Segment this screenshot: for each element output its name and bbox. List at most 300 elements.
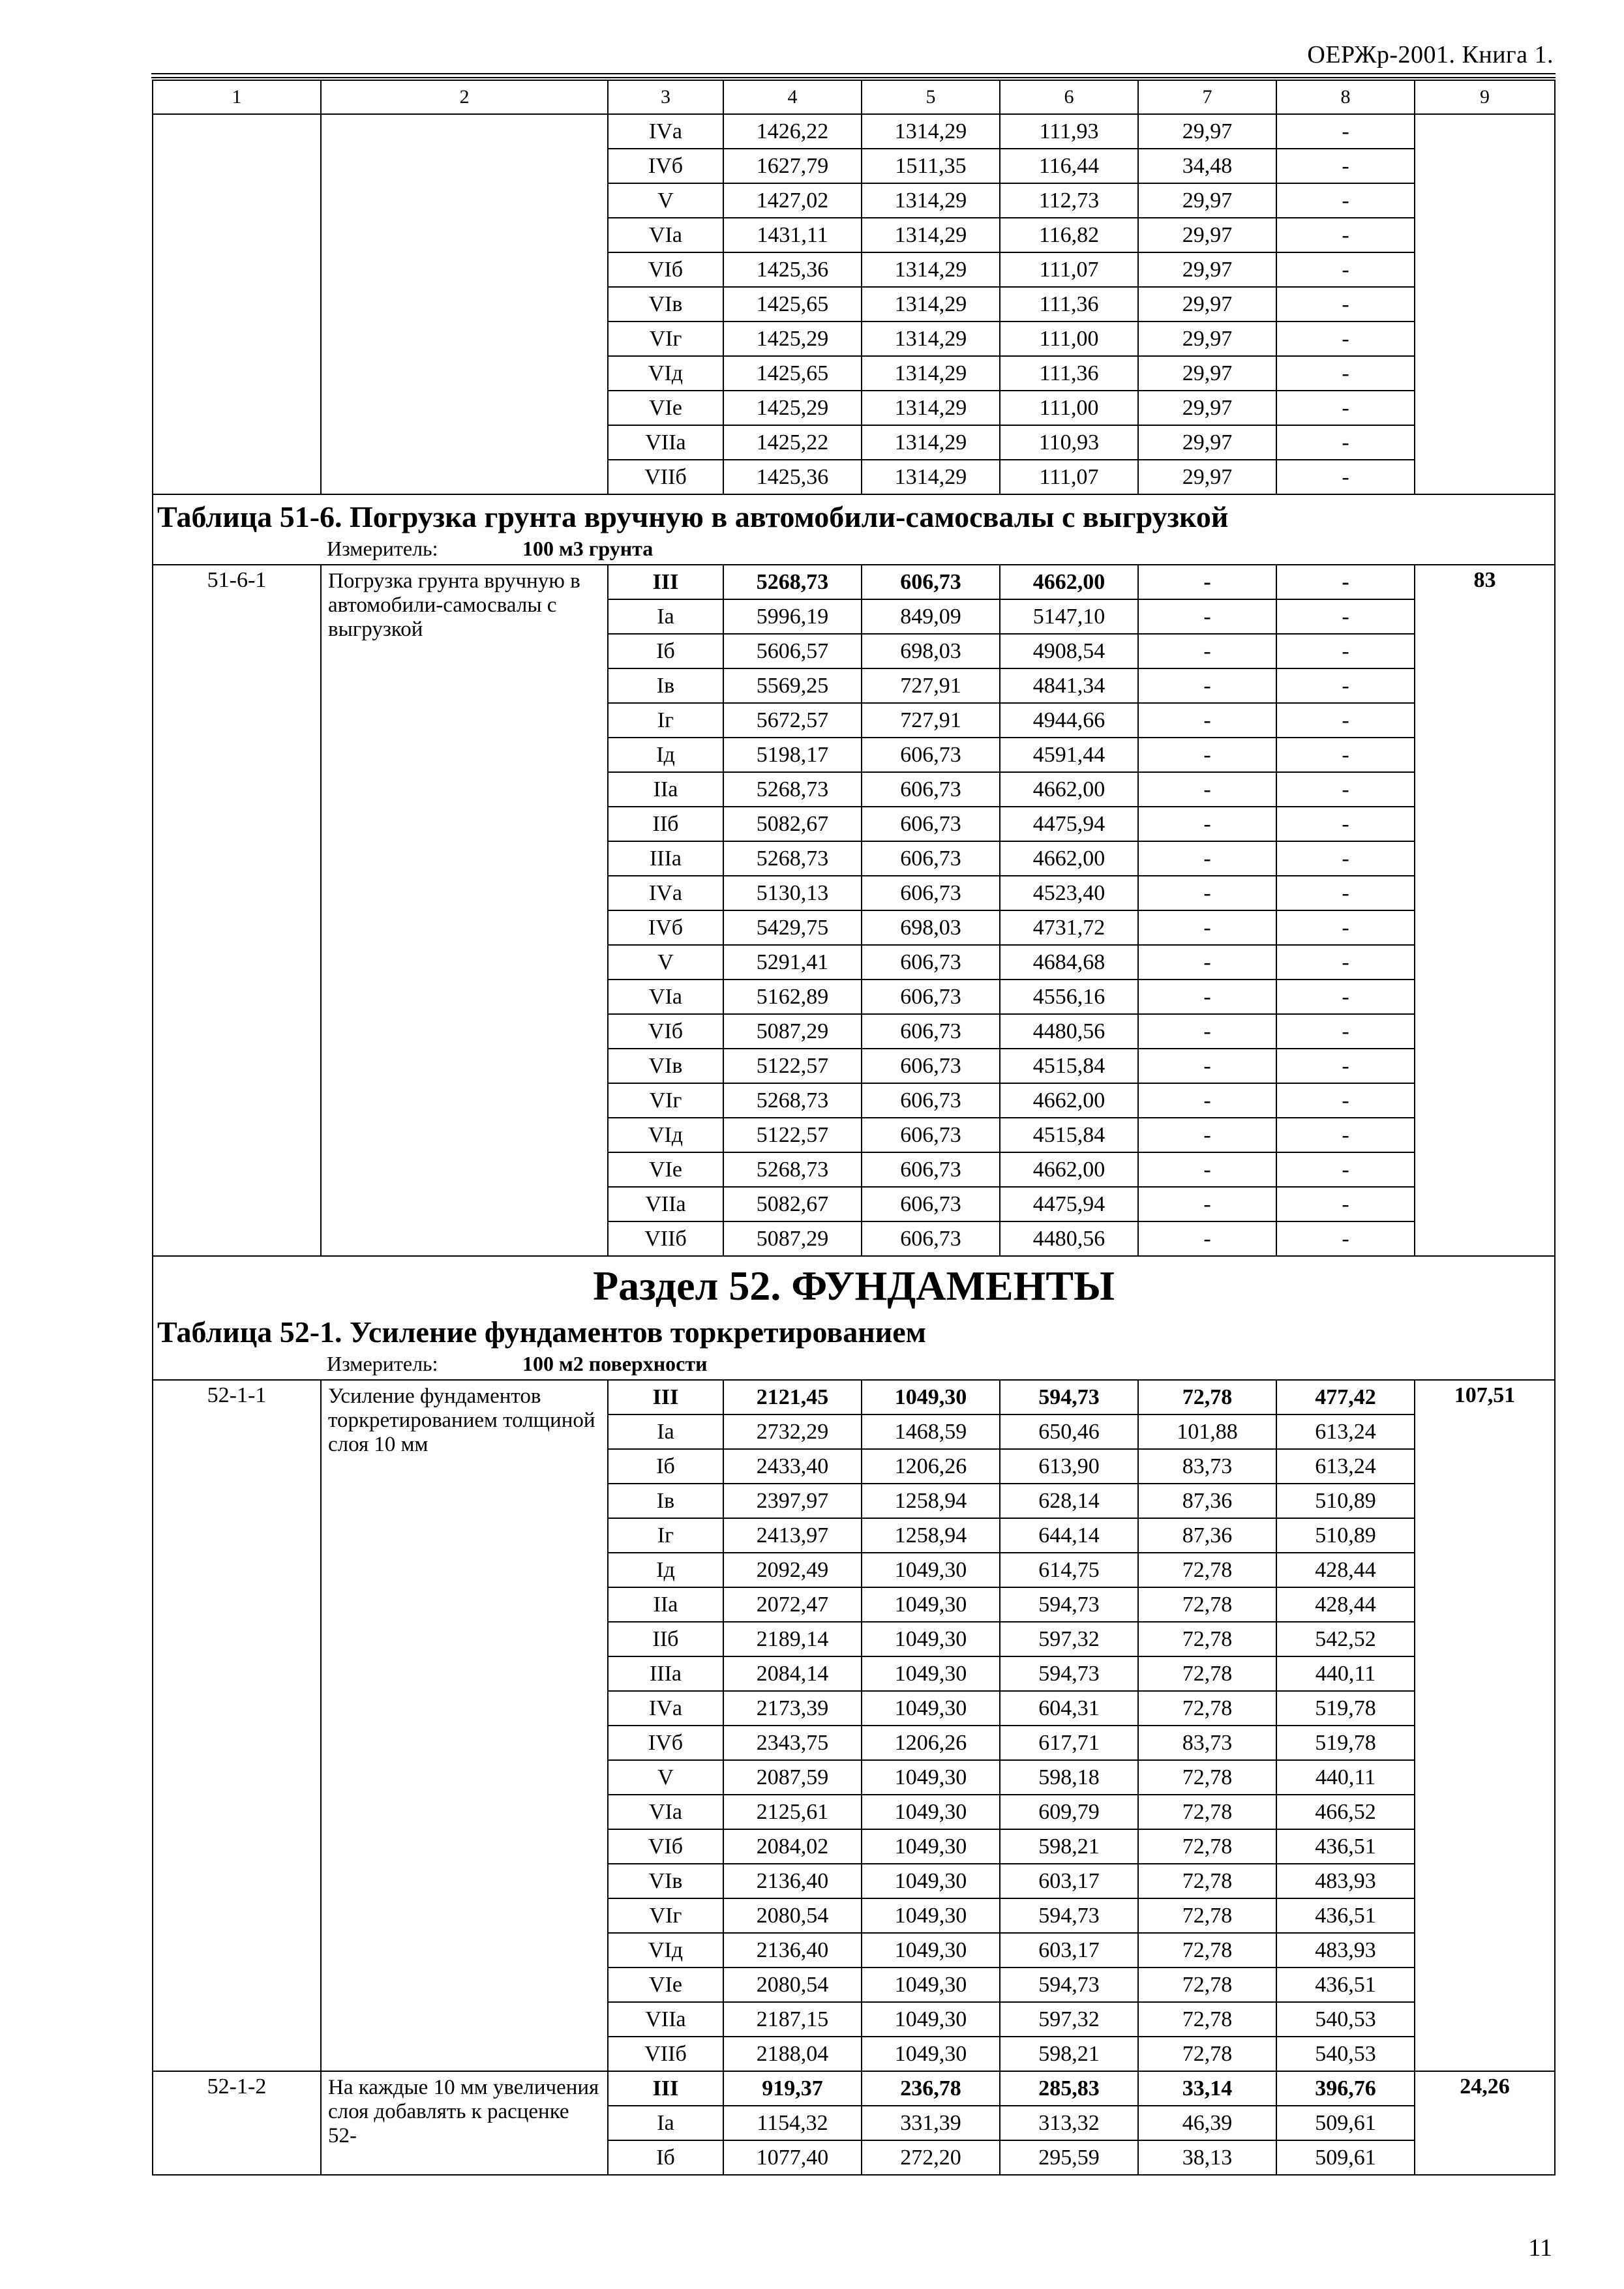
value-cell: 2136,40 [723, 1864, 862, 1898]
value-cell: - [1276, 322, 1415, 356]
value-cell: - [1276, 1187, 1415, 1221]
value-cell: 1049,30 [862, 1829, 1000, 1864]
code-cell [153, 114, 321, 494]
value-cell: 509,61 [1276, 2140, 1415, 2175]
value-cell: 72,78 [1138, 1898, 1276, 1933]
running-header: ОЕРЖр-2001. Книга 1. [1307, 41, 1554, 68]
value-cell: - [1276, 114, 1415, 149]
value-cell: 727,91 [862, 703, 1000, 738]
zone-cell: III [608, 2071, 723, 2106]
value-cell: 72,78 [1138, 1829, 1276, 1864]
value-cell: 1425,65 [723, 287, 862, 322]
zone-cell: VIд [608, 356, 723, 391]
value-cell: 1425,65 [723, 356, 862, 391]
value-cell: 5147,10 [1000, 599, 1138, 634]
zone-cell: IIIа [608, 1656, 723, 1691]
value-cell: 606,73 [862, 1049, 1000, 1083]
column-number-row [153, 80, 1555, 114]
column-number: 2 [321, 80, 608, 114]
zone-cell: VIIа [608, 1187, 723, 1221]
value-cell: 2125,61 [723, 1795, 862, 1829]
value-cell: 594,73 [1000, 1656, 1138, 1691]
zone-cell: Iб [608, 2140, 723, 2175]
value-cell: 466,52 [1276, 1795, 1415, 1829]
description-cell: Усиление фундаментов торкретированием толщиной слоя 10 мм [321, 1380, 608, 2071]
value-cell: 72,78 [1138, 1656, 1276, 1691]
zone-cell: IIб [608, 807, 723, 841]
unit-line [327, 537, 1550, 560]
value-cell: - [1276, 599, 1415, 634]
value-cell: 4523,40 [1000, 876, 1138, 910]
zone-cell: IVб [608, 149, 723, 183]
value-cell: 2080,54 [723, 1898, 862, 1933]
value-cell: 72,78 [1138, 1691, 1276, 1726]
zone-cell: IVб [608, 1726, 723, 1760]
value-cell: 613,90 [1000, 1449, 1138, 1484]
table-row [153, 1380, 1555, 1414]
value-cell: 4662,00 [1000, 841, 1138, 876]
value-cell: 72,78 [1138, 1760, 1276, 1795]
value-cell: - [1138, 910, 1276, 945]
value-cell: 29,97 [1138, 391, 1276, 425]
value-cell: 4662,00 [1000, 1152, 1138, 1187]
value-cell: 1425,36 [723, 460, 862, 494]
value-cell: 2188,04 [723, 2037, 862, 2071]
value-cell: 1049,30 [862, 1553, 1000, 1587]
value-cell: 2189,14 [723, 1622, 862, 1656]
zone-cell: VIе [608, 1967, 723, 2002]
value-cell: 606,73 [862, 945, 1000, 980]
value-cell: - [1138, 1221, 1276, 1256]
value-cell: 1049,30 [862, 1380, 1000, 1414]
value-cell: 628,14 [1000, 1484, 1138, 1518]
value-cell: - [1276, 738, 1415, 772]
value-cell: 1314,29 [862, 356, 1000, 391]
value-cell: 428,44 [1276, 1587, 1415, 1622]
value-cell: 2343,75 [723, 1726, 862, 1760]
value-cell: 698,03 [862, 910, 1000, 945]
value-cell: 111,93 [1000, 114, 1138, 149]
value-cell: 5082,67 [723, 807, 862, 841]
value-cell: 2072,47 [723, 1587, 862, 1622]
value-cell: 597,32 [1000, 2002, 1138, 2037]
value-cell: 111,36 [1000, 356, 1138, 391]
value-cell: 111,00 [1000, 322, 1138, 356]
value-cell: 38,13 [1138, 2140, 1276, 2175]
value-cell: 396,76 [1276, 2071, 1415, 2106]
value-cell: - [1138, 565, 1276, 599]
value-cell: 1314,29 [862, 218, 1000, 252]
value-cell: - [1276, 772, 1415, 807]
zone-cell: VIIб [608, 1221, 723, 1256]
value-cell: 111,07 [1000, 460, 1138, 494]
zone-cell: VIа [608, 218, 723, 252]
value-cell: 428,44 [1276, 1553, 1415, 1587]
value-cell: 2084,14 [723, 1656, 862, 1691]
value-cell: 606,73 [862, 1118, 1000, 1152]
value-cell: 1049,30 [862, 1795, 1000, 1829]
value-cell: 87,36 [1138, 1518, 1276, 1553]
value-cell: 598,21 [1000, 2037, 1138, 2071]
value-cell: 101,88 [1138, 1414, 1276, 1449]
value-cell: 1425,29 [723, 391, 862, 425]
value-cell: 606,73 [862, 807, 1000, 841]
value-cell: 519,78 [1276, 1726, 1415, 1760]
value-cell: 2136,40 [723, 1933, 862, 1967]
value-cell: 1425,22 [723, 425, 862, 460]
value-cell: 594,73 [1000, 1898, 1138, 1933]
column-number: 1 [153, 80, 321, 114]
value-cell: - [1276, 1221, 1415, 1256]
value-cell: 5082,67 [723, 1187, 862, 1221]
value-cell: 606,73 [862, 1221, 1000, 1256]
value-cell: - [1276, 287, 1415, 322]
value-cell: 1049,30 [862, 1656, 1000, 1691]
zone-cell: VIг [608, 322, 723, 356]
value-cell: 1049,30 [862, 1587, 1000, 1622]
zone-cell: VIе [608, 1152, 723, 1187]
value-cell: 727,91 [862, 668, 1000, 703]
value-cell: 436,51 [1276, 1829, 1415, 1864]
zone-cell: VIб [608, 252, 723, 287]
value-cell: 1511,35 [862, 149, 1000, 183]
value-cell: 83,73 [1138, 1726, 1276, 1760]
value-cell: 604,31 [1000, 1691, 1138, 1726]
value-cell: 4480,56 [1000, 1014, 1138, 1049]
value-cell: 34,48 [1138, 149, 1276, 183]
value-cell: 72,78 [1138, 1553, 1276, 1587]
value-cell: - [1138, 772, 1276, 807]
value-cell: 1049,30 [862, 1622, 1000, 1656]
value-cell: - [1276, 1152, 1415, 1187]
zone-cell: V [608, 945, 723, 980]
code-cell: 52-1-2 [153, 2071, 321, 2175]
value-cell: 1206,26 [862, 1449, 1000, 1484]
column-number: 9 [1415, 80, 1555, 114]
value-cell: 1427,02 [723, 183, 862, 218]
value-cell: - [1138, 668, 1276, 703]
value-cell: - [1276, 183, 1415, 218]
value-cell: 650,46 [1000, 1414, 1138, 1449]
value-cell: 4662,00 [1000, 1083, 1138, 1118]
value-cell: 1314,29 [862, 252, 1000, 287]
value-cell: - [1276, 841, 1415, 876]
value-cell: 4731,72 [1000, 910, 1138, 945]
value-cell: 2732,29 [723, 1414, 862, 1449]
value-cell: 603,17 [1000, 1864, 1138, 1898]
value-cell: - [1276, 425, 1415, 460]
value-cell: 1049,30 [862, 1691, 1000, 1726]
value-cell: 1206,26 [862, 1726, 1000, 1760]
value-cell: 2187,15 [723, 2002, 862, 2037]
value-cell: 5672,57 [723, 703, 862, 738]
value-cell: - [1138, 1083, 1276, 1118]
value-cell: 1049,30 [862, 2037, 1000, 2071]
value-cell: - [1138, 1187, 1276, 1221]
value-cell: 4662,00 [1000, 772, 1138, 807]
value-cell: 4480,56 [1000, 1221, 1138, 1256]
value-cell: 540,53 [1276, 2002, 1415, 2037]
zone-cell: VIд [608, 1933, 723, 1967]
header-rule [151, 73, 1556, 74]
value-cell: 5198,17 [723, 738, 862, 772]
page-number: 11 [1528, 2234, 1552, 2262]
column-number: 5 [862, 80, 1000, 114]
zone-cell: Iв [608, 1484, 723, 1518]
value-cell: 5268,73 [723, 841, 862, 876]
value-cell: 594,73 [1000, 1967, 1138, 2002]
norm-cell: 83 [1415, 565, 1555, 1256]
value-cell: 849,09 [862, 599, 1000, 634]
value-cell: - [1276, 945, 1415, 980]
value-cell: - [1138, 945, 1276, 980]
zone-cell: Iб [608, 1449, 723, 1484]
value-cell: 609,79 [1000, 1795, 1138, 1829]
column-number: 8 [1276, 80, 1415, 114]
value-cell: 4475,94 [1000, 807, 1138, 841]
zone-cell: VIб [608, 1014, 723, 1049]
value-cell: 594,73 [1000, 1587, 1138, 1622]
table-row [153, 114, 1555, 149]
value-cell: 440,11 [1276, 1656, 1415, 1691]
table-title-cell [153, 1256, 1555, 1380]
value-cell: 2087,59 [723, 1760, 862, 1795]
value-cell: 613,24 [1276, 1449, 1415, 1484]
zone-cell: Iг [608, 1518, 723, 1553]
value-cell: 331,39 [862, 2106, 1000, 2140]
value-cell: 698,03 [862, 634, 1000, 668]
value-cell: 29,97 [1138, 183, 1276, 218]
value-cell: 111,07 [1000, 252, 1138, 287]
value-cell: 272,20 [862, 2140, 1000, 2175]
description-cell [321, 114, 608, 494]
value-cell: 598,21 [1000, 1829, 1138, 1864]
zone-cell: IVб [608, 910, 723, 945]
value-cell: 5087,29 [723, 1014, 862, 1049]
zone-cell: IVа [608, 1691, 723, 1726]
description-cell: Погрузка грунта вручную в автомобили-самосвалы с выгрузкой [321, 565, 608, 1256]
value-cell: 1468,59 [862, 1414, 1000, 1449]
value-cell: 919,37 [723, 2071, 862, 2106]
value-cell: - [1276, 807, 1415, 841]
value-cell: 1049,30 [862, 1967, 1000, 2002]
zone-cell: IIа [608, 772, 723, 807]
zone-cell: Iд [608, 1553, 723, 1587]
value-cell: 603,17 [1000, 1933, 1138, 1967]
value-cell: - [1138, 841, 1276, 876]
zone-cell: V [608, 1760, 723, 1795]
value-cell: 72,78 [1138, 2037, 1276, 2071]
header-rule-double [151, 77, 1556, 78]
zone-cell: Iб [608, 634, 723, 668]
value-cell: - [1138, 738, 1276, 772]
table-title: Таблица 51-6. Погрузка грунта вручную в автомобили-самосвалы с выгрузкой [157, 500, 1229, 533]
zone-cell: VIд [608, 1118, 723, 1152]
value-cell: 1258,94 [862, 1484, 1000, 1518]
norm-cell: 107,51 [1415, 1380, 1555, 2071]
value-cell: - [1276, 668, 1415, 703]
value-cell: 483,93 [1276, 1864, 1415, 1898]
value-cell: 5291,41 [723, 945, 862, 980]
value-cell: - [1138, 1014, 1276, 1049]
value-cell: - [1276, 1014, 1415, 1049]
zone-cell: VIа [608, 980, 723, 1014]
value-cell: - [1138, 1118, 1276, 1152]
zone-cell: VIб [608, 1829, 723, 1864]
value-cell: - [1276, 876, 1415, 910]
value-cell: 614,75 [1000, 1553, 1138, 1587]
value-cell: 29,97 [1138, 114, 1276, 149]
zone-cell: Iв [608, 668, 723, 703]
zone-cell: VIа [608, 1795, 723, 1829]
zone-cell: VIIа [608, 425, 723, 460]
value-cell: 477,42 [1276, 1380, 1415, 1414]
value-cell: - [1276, 703, 1415, 738]
value-cell: 4944,66 [1000, 703, 1138, 738]
value-cell: 33,14 [1138, 2071, 1276, 2106]
value-cell: 606,73 [862, 1014, 1000, 1049]
value-cell: 606,73 [862, 738, 1000, 772]
zone-cell: Iг [608, 703, 723, 738]
value-cell: 1049,30 [862, 1933, 1000, 1967]
value-cell: 29,97 [1138, 322, 1276, 356]
value-cell: 2413,97 [723, 1518, 862, 1553]
value-cell: 295,59 [1000, 2140, 1138, 2175]
value-cell: 5122,57 [723, 1049, 862, 1083]
value-cell: 1314,29 [862, 425, 1000, 460]
value-cell: 4475,94 [1000, 1187, 1138, 1221]
value-cell: 1049,30 [862, 1898, 1000, 1933]
zone-cell: Iа [608, 2106, 723, 2140]
code-cell: 51-6-1 [153, 565, 321, 1256]
value-cell: 594,73 [1000, 1380, 1138, 1414]
value-cell: 4841,34 [1000, 668, 1138, 703]
value-cell: - [1276, 1118, 1415, 1152]
value-cell: 5268,73 [723, 565, 862, 599]
zone-cell: Iа [608, 1414, 723, 1449]
column-number: 7 [1138, 80, 1276, 114]
value-cell: 2433,40 [723, 1449, 862, 1484]
value-cell: 111,36 [1000, 287, 1138, 322]
value-cell: 72,78 [1138, 1622, 1276, 1656]
value-cell: 542,52 [1276, 1622, 1415, 1656]
value-cell: 5429,75 [723, 910, 862, 945]
value-cell: 617,71 [1000, 1726, 1138, 1760]
zone-cell: III [608, 565, 723, 599]
value-cell: 598,18 [1000, 1760, 1138, 1795]
table-row [153, 2071, 1555, 2106]
value-cell: 2092,49 [723, 1553, 862, 1587]
value-cell: 1425,29 [723, 322, 862, 356]
value-cell: 236,78 [862, 2071, 1000, 2106]
zone-cell: Iа [608, 599, 723, 634]
value-cell: 606,73 [862, 1152, 1000, 1187]
value-cell: 2084,02 [723, 1829, 862, 1864]
value-cell: 285,83 [1000, 2071, 1138, 2106]
value-cell: 436,51 [1276, 1898, 1415, 1933]
value-cell: 313,32 [1000, 2106, 1138, 2140]
zone-cell: VIе [608, 391, 723, 425]
value-cell: 644,14 [1000, 1518, 1138, 1553]
value-cell: 597,32 [1000, 1622, 1138, 1656]
value-cell: 4515,84 [1000, 1049, 1138, 1083]
value-cell: 5569,25 [723, 668, 862, 703]
zone-cell: VIIа [608, 2002, 723, 2037]
value-cell: 510,89 [1276, 1484, 1415, 1518]
value-cell: 613,24 [1276, 1414, 1415, 1449]
value-cell: 509,61 [1276, 2106, 1415, 2140]
unit-value: 100 м2 поверхности [522, 1352, 708, 1376]
value-cell: 1314,29 [862, 322, 1000, 356]
table-body [153, 80, 1555, 2175]
value-cell: 29,97 [1138, 252, 1276, 287]
value-cell: 483,93 [1276, 1933, 1415, 1967]
code-cell: 52-1-1 [153, 1380, 321, 2071]
value-cell: 2173,39 [723, 1691, 862, 1726]
table-title-cell [153, 494, 1555, 565]
value-cell: 72,78 [1138, 1380, 1276, 1414]
value-cell: 5996,19 [723, 599, 862, 634]
value-cell: - [1276, 356, 1415, 391]
value-cell: 29,97 [1138, 356, 1276, 391]
value-cell: 72,78 [1138, 1864, 1276, 1898]
value-cell: 1049,30 [862, 1864, 1000, 1898]
value-cell: - [1138, 807, 1276, 841]
value-cell: 4591,44 [1000, 738, 1138, 772]
value-cell: - [1276, 1083, 1415, 1118]
value-cell: - [1276, 634, 1415, 668]
zone-cell: IVа [608, 114, 723, 149]
value-cell: - [1276, 980, 1415, 1014]
value-cell: 2080,54 [723, 1967, 862, 2002]
value-cell: 1077,40 [723, 2140, 862, 2175]
value-cell: 1314,29 [862, 460, 1000, 494]
value-cell: 5268,73 [723, 1083, 862, 1118]
zone-cell: VIв [608, 1049, 723, 1083]
value-cell: - [1138, 1049, 1276, 1083]
value-cell: 4515,84 [1000, 1118, 1138, 1152]
column-number: 3 [608, 80, 723, 114]
unit-value: 100 м3 грунта [522, 537, 654, 561]
value-cell: 606,73 [862, 876, 1000, 910]
zone-cell: VIIб [608, 2037, 723, 2071]
value-cell: 1314,29 [862, 287, 1000, 322]
value-cell: 440,11 [1276, 1760, 1415, 1795]
value-cell: 5268,73 [723, 772, 862, 807]
value-cell: 510,89 [1276, 1518, 1415, 1553]
value-cell: 436,51 [1276, 1967, 1415, 2002]
value-cell: - [1276, 218, 1415, 252]
value-cell: 1314,29 [862, 183, 1000, 218]
table-title: Таблица 52-1. Усиление фундаментов торкретированием [157, 1315, 926, 1349]
zone-cell: VIв [608, 1864, 723, 1898]
value-cell: - [1276, 910, 1415, 945]
value-cell: 5122,57 [723, 1118, 862, 1152]
value-cell: 1426,22 [723, 114, 862, 149]
value-cell: 4662,00 [1000, 565, 1138, 599]
value-cell: 2397,97 [723, 1484, 862, 1518]
zone-cell: VIв [608, 287, 723, 322]
value-cell: 606,73 [862, 1083, 1000, 1118]
value-cell: 5087,29 [723, 1221, 862, 1256]
value-cell: - [1138, 876, 1276, 910]
zone-cell: Iд [608, 738, 723, 772]
value-cell: 519,78 [1276, 1691, 1415, 1726]
value-cell: 606,73 [862, 841, 1000, 876]
value-cell: 1425,36 [723, 252, 862, 287]
value-cell: 87,36 [1138, 1484, 1276, 1518]
unit-line [327, 1353, 1550, 1375]
